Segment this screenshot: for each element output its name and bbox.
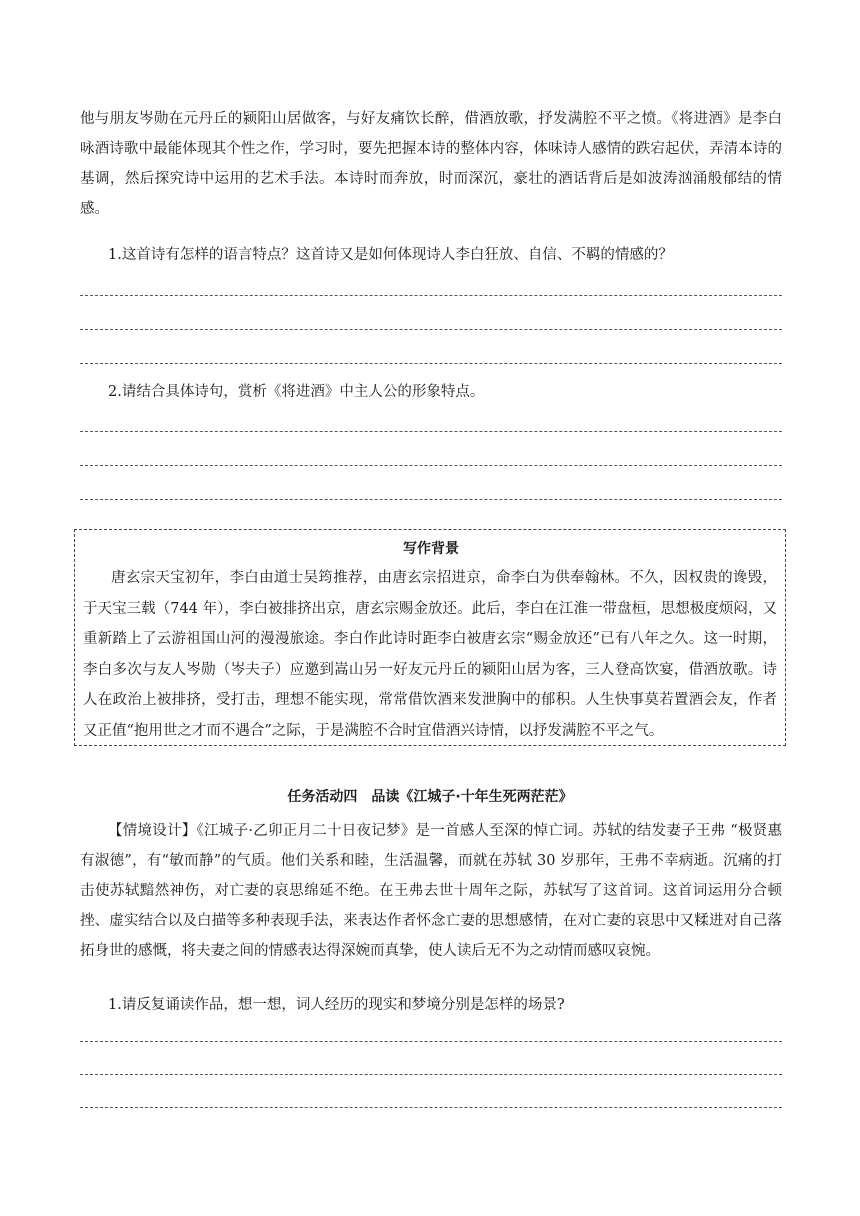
- scenario-paragraph: 【情境设计】《江城子·乙卯正月二十日夜记梦》是一首感人至深的悼亡词。苏轼的结发妻子王弗 “极贤惠有淑德”，有“敏而静”的气质。他们关系和睦，生活温馨，而就在苏轼 30 岁那年，王弗不幸病逝。沉痛的打击使苏轼黯然神伤，对亡妻的哀思绵延不绝。在王弗去世十周年之际，苏轼写了这首词。这首词运用分合顿挫、虚实结合以及白描等多种表现手法，来表达作者怀念亡妻的思想感情，在对亡妻的哀思中又糅进对自己落拓身世的感慨，将夫妻之间的情感表达得深婉而真挚，使人读后无不为之动情而感叹哀惋。: [80, 823, 782, 959]
- answer-line[interactable]: [80, 1074, 782, 1075]
- answer-line[interactable]: [80, 329, 782, 330]
- writing-background-box: [74, 529, 786, 746]
- question-3-1: 1.这首诗有怎样的语言特点？这首诗又是如何体现诗人李白狂放、自信、不羁的情感的？: [108, 247, 673, 263]
- answer-line[interactable]: [80, 363, 782, 364]
- background-box-text: 唐玄宗天宝初年，李白由道士吴筠推荐，由唐玄宗招进京，命李白为供奉翰林。不久，因权贵的谗毁，于天宝三载（744 年），李白被排挤出京，唐玄宗赐金放还。此后，李白在江淮一带盘桓，思想极度烦闷，又重新踏上了云游祖国山河的漫漫旅途。李白作此诗时距李白被唐玄宗“赐金放还”已有八年之久。这一时期，李白多次与友人岑勋（岑夫子）应邀到嵩山另一好友元丹丘的颍阳山居为客，三人登高饮宴，借酒放歌。诗人在政治上被排挤，受打击，理想不能实现，常常借饮酒来发泄胸中的郁积。人生快事莫若置酒会友，作者又正值“抱用世之才而不遇合”之际，于是满腔不合时宜借酒兴诗情，以抒发满腔不平之气。: [83, 570, 777, 739]
- answer-line[interactable]: [80, 295, 782, 296]
- intro-paragraph: 他与朋友岑勋在元丹丘的颍阳山居做客，与好友痛饮长醉，借酒放歌，抒发满腔不平之愤。《将进酒》是李白咏酒诗歌中最能体现其个性之作，学习时，要先把握本诗的整体内容，体味诗人感情的跌宕起伏，弄清本诗的基调，然后探究诗中运用的艺术手法。本诗时而奔放，时而深沉，豪壮的酒话背后是如波涛汹涌般郁结的情感。: [80, 111, 782, 217]
- task-4-title: 任务活动四 品读《江城子·十年生死两茫茫》: [287, 789, 573, 805]
- answer-line[interactable]: [80, 499, 782, 500]
- question-4-1: 1.请反复诵读作品，想一想，词人经历的现实和梦境分别是怎样的场景?: [108, 997, 565, 1013]
- answer-line[interactable]: [80, 1041, 782, 1042]
- answer-line[interactable]: [80, 465, 782, 466]
- answer-line[interactable]: [80, 1107, 782, 1108]
- answer-line[interactable]: [80, 431, 782, 432]
- question-3-2: 2.请结合具体诗句，赏析《将进酒》中主人公的形象特点。: [108, 384, 485, 400]
- background-box-title: 写作背景: [403, 541, 459, 557]
